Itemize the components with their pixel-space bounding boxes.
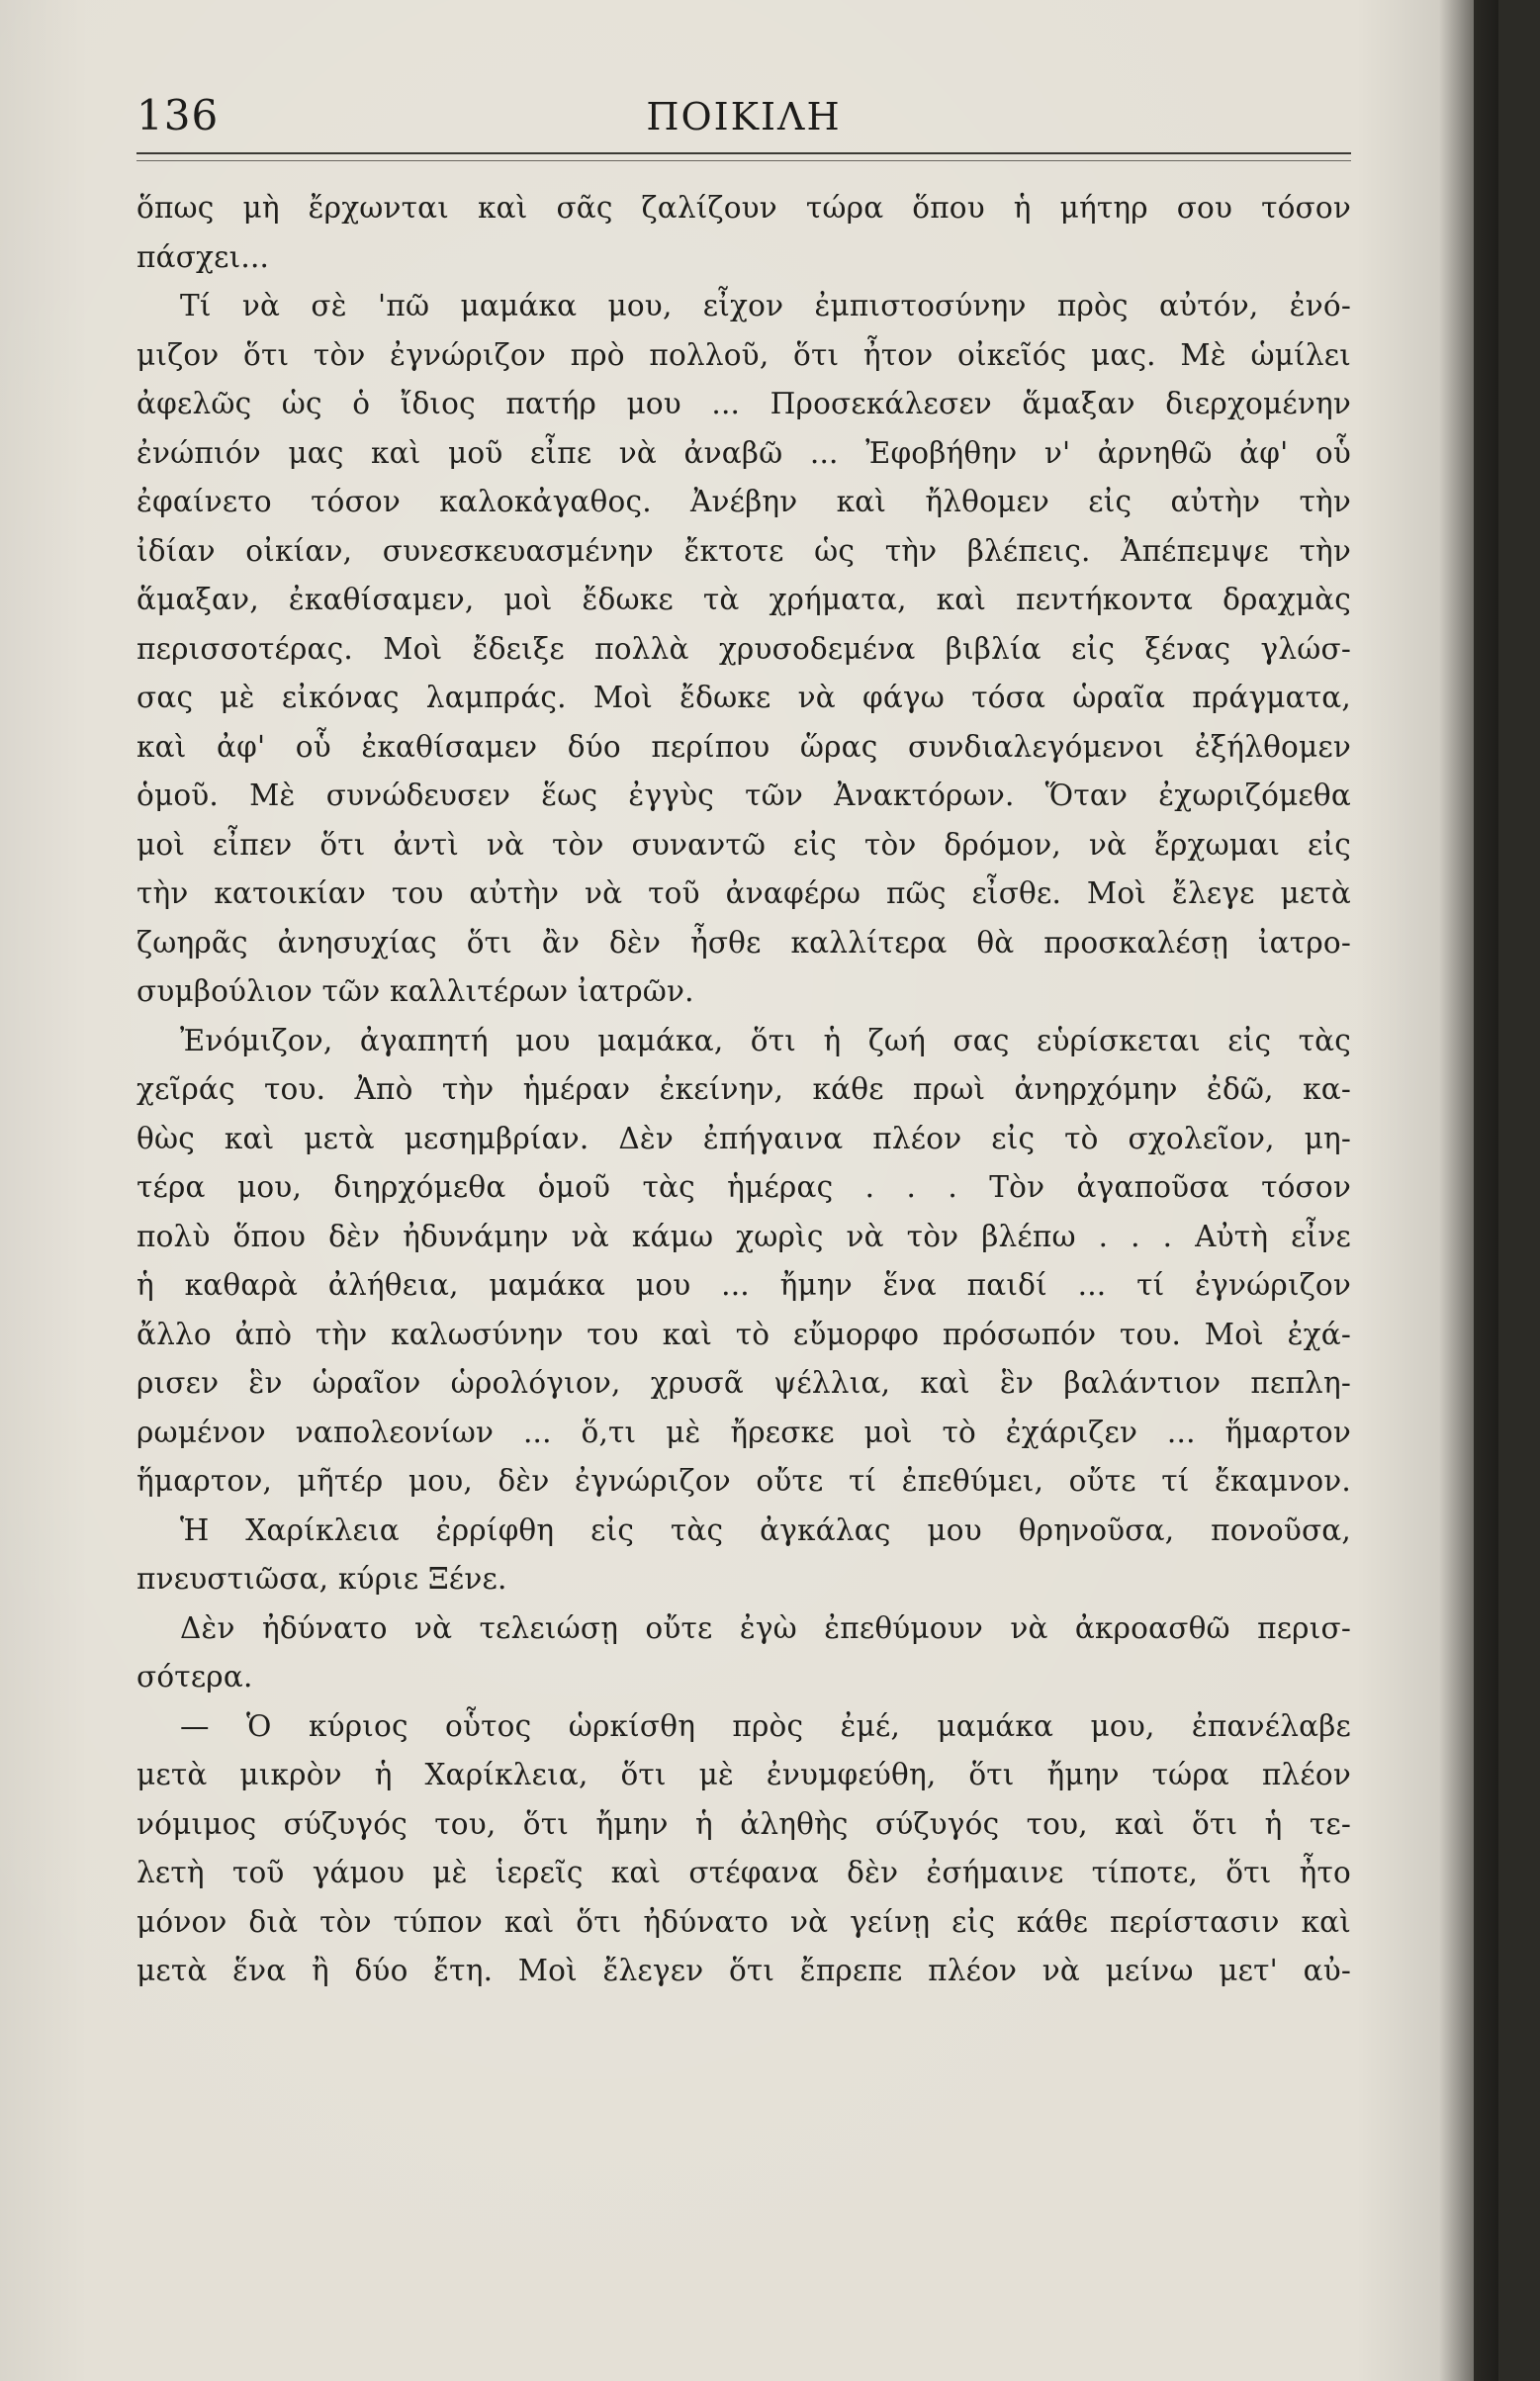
text-line: — Ὁ κύριος οὗτος ὡρκίσθη πρὸς ἐμέ, μαμάκα μου, ἐπανέλαβε [180, 1708, 1351, 1743]
text-line: θὼς καὶ μετὰ μεσημβρίαν. Δὲν ἐπήγαινα πλέον εἰς τὸ σχολεῖον, μη- [136, 1121, 1351, 1155]
text-line: πολὺ ὅπου δὲν ἠδυνάμην νὰ κάμω χωρὶς νὰ τὸν βλέπω . . . Αὐτὴ εἶνε [136, 1219, 1351, 1253]
text-line: ὅπως μὴ ἔρχωνται καὶ σᾶς ζαλίζουν τώρα ὅπου ἡ μήτηρ σου τόσον [136, 191, 1351, 225]
text-line: ὁμοῦ. Μὲ συνώδευσεν ἕως ἐγγὺς τῶν Ἀνακτόρων. Ὅταν ἐχωριζόμεθα [136, 778, 1351, 812]
text-line: ἰδίαν οἰκίαν, συνεσκευασμένην ἔκτοτε ὡς τὴν βλέπεις. Ἀπέπεμψε τὴν [136, 533, 1351, 568]
text-line: λετὴ τοῦ γάμου μὲ ἱερεῖς καὶ στέφανα δὲν ἐσήμαινε τίποτε, ὅτι ἦτο [136, 1856, 1351, 1889]
text-line: Ἡ Χαρίκλεια ἐρρίφθη εἰς τὰς ἀγκάλας μου θρηνοῦσα, πονοῦσα, [180, 1512, 1351, 1547]
text-line: σας μὲ εἰκόνας λαμπράς. Μοὶ ἔδωκε νὰ φάγω τόσα ὡραῖα πράγματα, [136, 681, 1351, 714]
text-line: πνευστιῶσα, κύριε Ξένε. [136, 1562, 507, 1596]
text-line: περισσοτέρας. Μοὶ ἔδειξε πολλὰ χρυσοδεμένα βιβλία εἰς ξένας γλώσ- [136, 631, 1351, 666]
text-line: ἅμαξαν, ἐκαθίσαμεν, μοὶ ἔδωκε τὰ χρήματα, καὶ πεντήκοντα δραχμὰς [136, 583, 1351, 616]
text-line: ρωμένον ναπολεονίων ... ὅ,τι μὲ ἤρεσκε μοὶ τὸ ἐχάριζεν ... ἥμαρτον [136, 1415, 1351, 1449]
text-line: ἀφελῶς ὡς ὁ ἴδιος πατήρ μου ... Προσεκάλεσεν ἅμαξαν διερχομένην [136, 387, 1351, 420]
text-line: τέρα μου, διηρχόμεθα ὁμοῦ τὰς ἡμέρας . . . Τὸν ἀγαποῦσα τόσον [136, 1170, 1351, 1204]
page-number: 136 [136, 91, 220, 139]
text-line: Τί νὰ σὲ 'πῶ μαμάκα μου, εἶχον ἐμπιστοσύνην πρὸς αὐτόν, ἐνό- [180, 289, 1351, 322]
running-title: ΠΟΙΚΙΛΗ [646, 95, 842, 138]
text-line: ἐφαίνετο τόσον καλοκἀγαθος. Ἀνέβην καὶ ἤλθομεν εἰς αὐτὴν τὴν [136, 485, 1351, 518]
text-line: συμβούλιον τῶν καλλιτέρων ἰατρῶν. [136, 974, 694, 1008]
text-line: ζωηρᾶς ἀνησυχίας ὅτι ἂν δὲν ἦσθε καλλίτερα θὰ προσκαλέσῃ ἰατρο- [136, 925, 1351, 960]
text-line: μετὰ μικρὸν ἡ Χαρίκλεια, ὅτι μὲ ἐνυμφεύθη, ὅτι ἤμην τώρα πλέον [136, 1758, 1351, 1791]
text-line: μετὰ ἕνα ἢ δύο ἔτη. Μοὶ ἔλεγεν ὅτι ἔπρεπε πλέον νὰ μείνω μετ' αὐ- [136, 1954, 1351, 1987]
text-line: ἄλλο ἀπὸ τὴν καλωσύνην του καὶ τὸ εὔμορφο πρόσωπόν του. Μοὶ ἐχά- [136, 1317, 1351, 1351]
text-line: Ἐνόμιζον, ἀγαπητή μου μαμάκα, ὅτι ἡ ζωή σας εὑρίσκεται εἰς τὰς [180, 1023, 1351, 1057]
binding-shadow [1439, 0, 1498, 2381]
text-line: καὶ ἀφ' οὗ ἐκαθίσαμεν δύο περίπου ὥρας συνδιαλεγόμενοι ἐξήλθομεν [136, 729, 1351, 764]
text-line: ρισεν ἓν ὡραῖον ὡρολόγιον, χρυσᾶ ψέλλια, καὶ ἓν βαλάντιον πεπλη- [136, 1366, 1351, 1400]
text-line: τὴν κατοικίαν του αὐτὴν νὰ τοῦ ἀναφέρω πῶς εἶσθε. Μοὶ ἔλεγε μετὰ [136, 876, 1351, 910]
header-rule [136, 152, 1351, 161]
page-header [136, 91, 1351, 148]
text-line: μιζον ὅτι τὸν ἐγνώριζον πρὸ πολλοῦ, ὅτι ἦτον οἰκεῖός μας. Μὲ ὡμίλει [136, 337, 1351, 372]
text-line: ἡ καθαρὰ ἀλήθεια, μαμάκα μου ... ἤμην ἕνα παιδί ... τί ἐγνώριζον [136, 1268, 1351, 1302]
text-line: πάσχει... [136, 239, 270, 274]
text-line: χεῖράς του. Ἀπὸ τὴν ἡμέραν ἐκείνην, κάθε πρωὶ ἀνηρχόμην ἐδῶ, κα- [136, 1072, 1351, 1106]
text-line: σότερα. [136, 1660, 253, 1694]
text-line: ἐνώπιόν μας καὶ μοῦ εἶπε νὰ ἀναβῶ ... Ἐφοβήθην ν' ἀρνηθῶ ἀφ' οὗ [136, 435, 1351, 470]
text-line: ἥμαρτον, μῆτέρ μου, δὲν ἐγνώριζον οὔτε τί ἐπεθύμει, οὔτε τί ἔκαμνον. [136, 1464, 1351, 1498]
text-line: μοὶ εἶπεν ὅτι ἀντὶ νὰ τὸν συναντῶ εἰς τὸν δρόμον, νὰ ἔρχωμαι εἰς [136, 827, 1351, 862]
text-line: νόμιμος σύζυγός του, ὅτι ἤμην ἡ ἀληθὴς σύζυγός του, καὶ ὅτι ἡ τε- [136, 1806, 1351, 1841]
body-text [136, 184, 1351, 1996]
text-line: Δὲν ἠδύνατο νὰ τελειώσῃ οὔτε ἐγὼ ἐπεθύμουν νὰ ἀκροασθῶ περισ- [180, 1610, 1351, 1645]
text-line: μόνον διὰ τὸν τύπον καὶ ὅτι ἠδύνατο νὰ γείνῃ εἰς κάθε περίστασιν καὶ [136, 1904, 1351, 1939]
